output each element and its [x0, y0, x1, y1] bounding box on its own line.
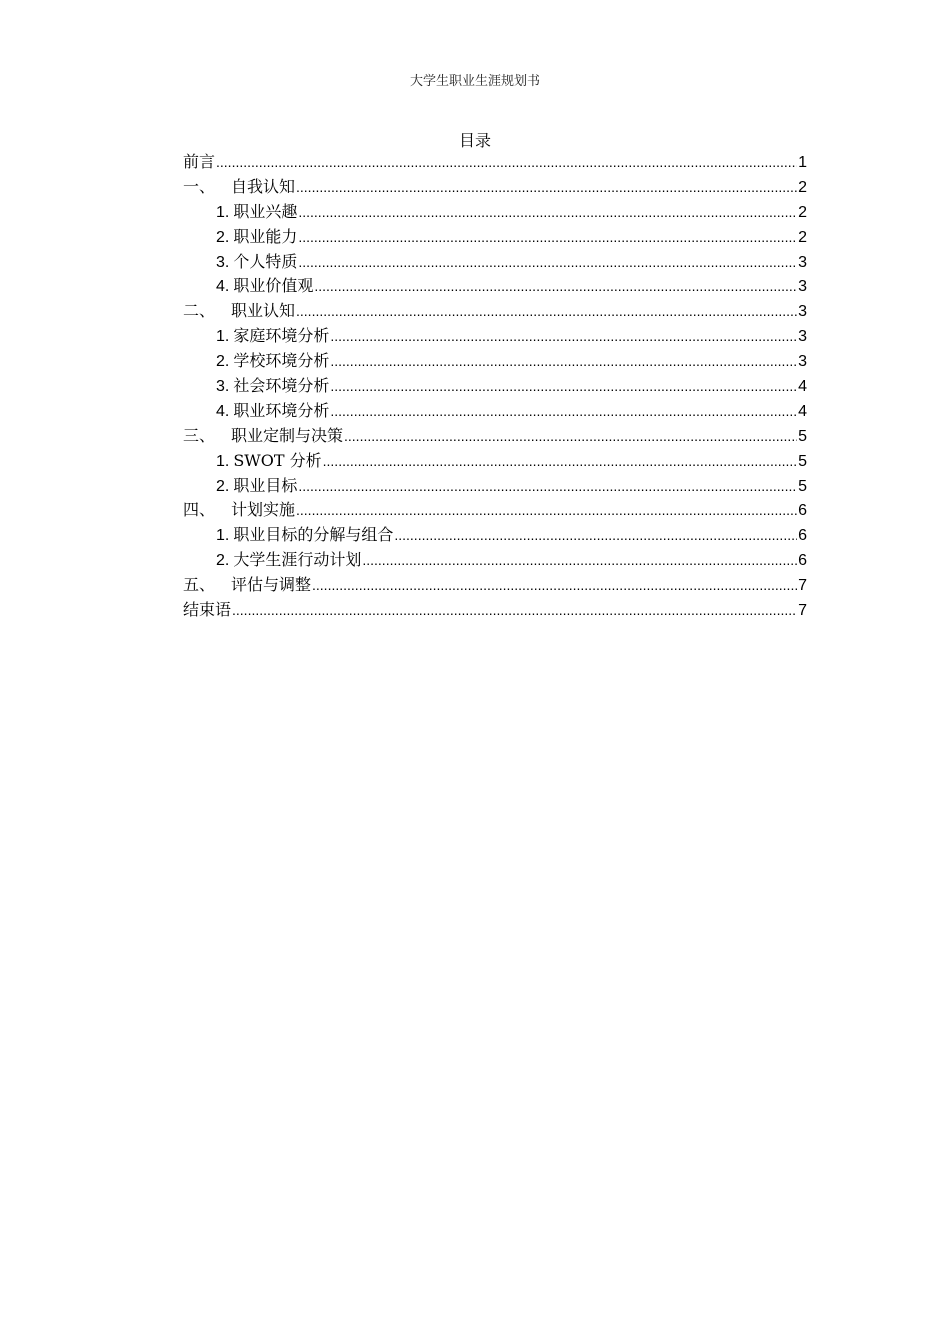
- toc-entry-page-number: 5: [798, 427, 807, 445]
- toc-entry[interactable]: [183, 573, 807, 598]
- toc-dot-leader: [298, 225, 797, 250]
- toc-entry-text: 学校环境分析: [233, 351, 330, 371]
- toc-entry-text: 社会环境分析: [233, 376, 330, 396]
- toc-entry[interactable]: [183, 299, 807, 324]
- toc-entry[interactable]: [183, 449, 807, 474]
- toc-entry[interactable]: [183, 598, 807, 623]
- toc-entry[interactable]: [183, 200, 807, 225]
- toc-entry[interactable]: [183, 349, 807, 374]
- toc-dot-leader: [298, 250, 797, 275]
- toc-dot-leader: [330, 399, 797, 424]
- toc-title: 目录: [458, 131, 491, 150]
- toc-entry-page-number: 1: [798, 154, 807, 171]
- toc-entry-page-number: 2: [798, 203, 807, 221]
- toc-dot-leader: [232, 598, 797, 623]
- toc-entry[interactable]: [183, 498, 807, 523]
- running-header: 大学生职业生涯规划书: [409, 74, 540, 89]
- toc-entry-text: 职业目标的分解与组合: [233, 525, 394, 545]
- toc-entry-number: 五、: [183, 575, 216, 595]
- toc-entry-page-number: 4: [798, 402, 807, 420]
- toc-dot-leader: [312, 573, 797, 598]
- toc-entry[interactable]: [183, 175, 807, 200]
- toc-entry-text: 前言: [183, 152, 216, 171]
- toc-dot-leader: [323, 449, 797, 474]
- toc-entry-page-number: 4: [798, 378, 807, 396]
- toc-entry-number: 2.: [216, 477, 230, 495]
- toc-entry-number: 2.: [216, 228, 230, 246]
- toc-entry[interactable]: [183, 225, 807, 250]
- toc-entry-page-number: 3: [798, 353, 807, 371]
- toc-entry-text: 职业价值观: [233, 276, 314, 296]
- toc-dot-leader: [394, 523, 797, 548]
- toc-entry-number: 2.: [216, 353, 230, 371]
- toc-entry-page-number: 7: [798, 602, 807, 620]
- toc-entry-number: 1.: [216, 527, 230, 545]
- toc-dot-leader: [298, 474, 797, 499]
- toc-entry[interactable]: [183, 523, 807, 548]
- table-of-contents: [183, 150, 807, 623]
- toc-entry[interactable]: [183, 474, 807, 499]
- toc-dot-leader: [314, 274, 797, 299]
- toc-entry-number: 1.: [216, 328, 230, 346]
- toc-entry-text: 家庭环境分析: [233, 326, 330, 346]
- toc-entry-text: 职业认知: [231, 301, 296, 321]
- toc-entry-text: 评估与调整: [231, 575, 312, 595]
- toc-dot-leader: [296, 299, 797, 324]
- toc-entry-number: 四、: [183, 500, 216, 520]
- toc-entry[interactable]: [183, 548, 807, 573]
- toc-entry[interactable]: [183, 324, 807, 349]
- toc-dot-leader: [296, 175, 797, 200]
- toc-entry-number: 4.: [216, 402, 230, 420]
- toc-entry-page-number: 3: [798, 328, 807, 346]
- toc-dot-leader: [216, 150, 797, 175]
- toc-entry-number: 1.: [216, 203, 230, 221]
- toc-entry-text: 职业兴趣: [233, 201, 298, 221]
- toc-entry-number: 三、: [183, 425, 216, 445]
- toc-entry-number: 4.: [216, 278, 230, 296]
- toc-entry-page-number: 6: [798, 527, 807, 545]
- toc-entry-text: 职业定制与决策: [231, 425, 344, 445]
- toc-dot-leader: [330, 374, 797, 399]
- toc-dot-leader: [296, 498, 797, 523]
- toc-entry-page-number: 3: [798, 303, 807, 321]
- toc-entry-text: 结束语: [183, 600, 232, 620]
- toc-entry-page-number: 2: [798, 228, 807, 246]
- toc-entry-page-number: 3: [798, 278, 807, 296]
- toc-entry-page-number: 2: [798, 178, 807, 196]
- toc-entry-text: SWOT 分析: [233, 450, 322, 470]
- toc-entry-page-number: 5: [798, 477, 807, 495]
- toc-entry[interactable]: [183, 399, 807, 424]
- toc-dot-leader: [344, 424, 797, 449]
- toc-entry[interactable]: [183, 274, 807, 299]
- toc-entry-page-number: 3: [798, 253, 807, 271]
- toc-entry-number: 2.: [216, 552, 230, 570]
- toc-dot-leader: [330, 324, 797, 349]
- toc-entry-number: 1.: [216, 452, 230, 470]
- toc-entry-text: 个人特质: [233, 251, 298, 271]
- toc-dot-leader: [330, 349, 797, 374]
- toc-entry-text: 计划实施: [231, 500, 296, 520]
- toc-entry-number: 二、: [183, 301, 216, 321]
- toc-entry-page-number: 6: [798, 502, 807, 520]
- toc-entry-number: 3.: [216, 253, 230, 271]
- toc-dot-leader: [362, 548, 797, 573]
- toc-entry-number: 一、: [183, 176, 216, 196]
- toc-entry-page-number: 5: [798, 452, 807, 470]
- toc-entry-page-number: 7: [798, 577, 807, 595]
- toc-entry[interactable]: [183, 150, 807, 175]
- toc-entry-text: 职业目标: [233, 475, 298, 495]
- toc-entry-page-number: 6: [798, 552, 807, 570]
- toc-entry-number: 3.: [216, 378, 230, 396]
- toc-entry[interactable]: [183, 250, 807, 275]
- toc-entry[interactable]: [183, 424, 807, 449]
- toc-entry[interactable]: [183, 374, 807, 399]
- toc-dot-leader: [298, 200, 797, 225]
- toc-entry-text: 职业能力: [233, 226, 298, 246]
- toc-entry-text: 大学生涯行动计划: [233, 550, 362, 570]
- toc-entry-text: 自我认知: [231, 176, 296, 196]
- toc-entry-text: 职业环境分析: [233, 400, 330, 420]
